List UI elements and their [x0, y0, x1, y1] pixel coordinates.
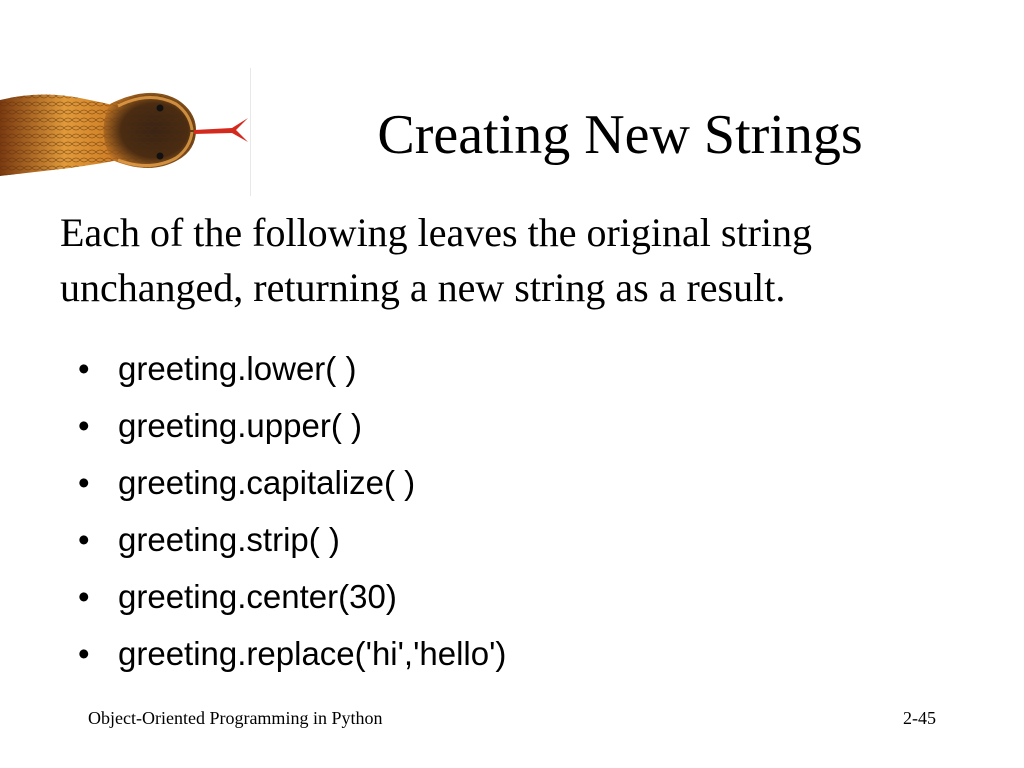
intro-text: Each of the following leaves the original string unchanged, returning a new string as a result.	[60, 210, 813, 310]
footer-page-number: 2-45	[903, 708, 936, 728]
snake-head-icon	[0, 60, 260, 200]
method-list	[78, 340, 506, 682]
method-text: greeting.strip( )	[118, 521, 340, 558]
list-item	[78, 397, 506, 454]
bullet: •	[78, 521, 90, 558]
method-text: greeting.lower( )	[118, 350, 357, 387]
bullet: •	[78, 578, 90, 615]
method-text: greeting.upper( )	[118, 407, 362, 444]
list-item	[78, 625, 506, 682]
footer-course-title: Object-Oriented Programming in Python	[88, 708, 383, 728]
list-item	[78, 340, 506, 397]
bullet: •	[78, 350, 90, 387]
list-item	[78, 454, 506, 511]
list-item	[78, 511, 506, 568]
slide-title: Creating New Strings	[377, 104, 863, 166]
bullet: •	[78, 464, 90, 501]
method-text: greeting.capitalize( )	[118, 464, 416, 501]
bullet: •	[78, 407, 90, 444]
bullet: •	[78, 635, 90, 672]
logo-divider	[250, 68, 251, 196]
method-text: greeting.replace('hi','hello')	[118, 635, 507, 672]
method-text: greeting.center(30)	[118, 578, 397, 615]
list-item	[78, 568, 506, 625]
